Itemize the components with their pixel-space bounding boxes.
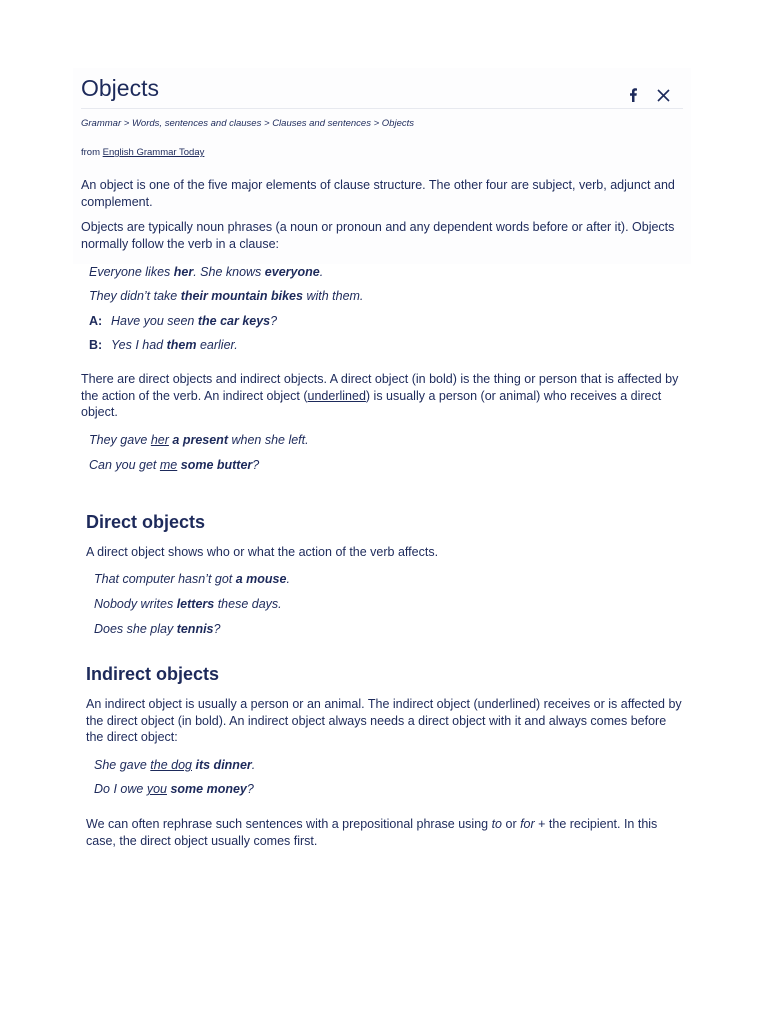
breadcrumb-item-grammar[interactable]: Grammar [81, 118, 122, 129]
example-sentence: They gave her a present when she left. [89, 433, 309, 447]
page-title: Objects [81, 75, 159, 101]
example-sentence: That computer hasn’t got a mouse. [94, 572, 290, 586]
direct-indirect-paragraph: There are direct objects and indirect objects. A direct object (in bold) is the thing or person that is affected by the action of the verb. An indirect object (underlined) is usually a person (or animal) who receives a direct object. [81, 372, 679, 419]
source-attribution: from English Grammar Today [81, 147, 205, 158]
x-icon [657, 89, 670, 102]
source-link[interactable]: English Grammar Today [102, 147, 205, 158]
example-sentence: Everyone likes her. She knows everyone. [89, 265, 324, 279]
example-sentence: Nobody writes letters these days. [94, 597, 282, 611]
breadcrumb: Grammar > Words, sentences and clauses > Clauses and sentences > Objects [81, 118, 415, 129]
example-dialogue-line: B: Yes I had them earlier. [89, 338, 238, 352]
speaker-label: B: [89, 338, 103, 352]
breadcrumb-item-clauses[interactable]: Clauses and sentences [272, 118, 371, 129]
example-sentence: She gave the dog its dinner. [94, 758, 256, 772]
example-sentence: Can you get me some butter? [89, 458, 260, 472]
speaker-label: A: [89, 314, 103, 328]
example-sentence: Does she play tennis? [94, 622, 221, 636]
facebook-share-button[interactable] [624, 86, 642, 104]
breadcrumb-item-words[interactable]: Words, sentences and clauses [131, 118, 262, 129]
example-sentence: Do I owe you some money? [94, 782, 254, 796]
rephrase-paragraph: We can often rephrase such sentences with a prepositional phrase using to or for + the recipient. In this case, the direct object usually comes first. [86, 817, 658, 848]
direct-objects-text: A direct object shows who or what the action of the verb affects. [86, 545, 439, 559]
title-divider [81, 108, 683, 109]
x-share-button[interactable] [654, 86, 672, 104]
intro-paragraph-2: Objects are typically noun phrases (a noun or pronoun and any dependent words before or after it). Objects normally follow the verb in a clause: [81, 220, 675, 251]
intro-paragraph-1: An object is one of the five major elements of clause structure. The other four are subject, verb, adjunct and complement. [81, 178, 675, 209]
section-heading-direct-objects: Direct objects [86, 512, 206, 532]
section-heading-indirect-objects: Indirect objects [86, 664, 220, 684]
example-dialogue-line: A: Have you seen the car keys? [89, 314, 278, 328]
indirect-objects-text: An indirect object is usually a person or an animal. The indirect object (underlined) receives or is affected by the direct object (in bold). An indirect object always needs a direct object with it and always comes before the direct object: [86, 697, 682, 744]
example-sentence: They didn’t take their mountain bikes with them. [89, 289, 364, 303]
breadcrumb-item-objects[interactable]: Objects [381, 118, 415, 129]
facebook-icon [628, 88, 638, 102]
